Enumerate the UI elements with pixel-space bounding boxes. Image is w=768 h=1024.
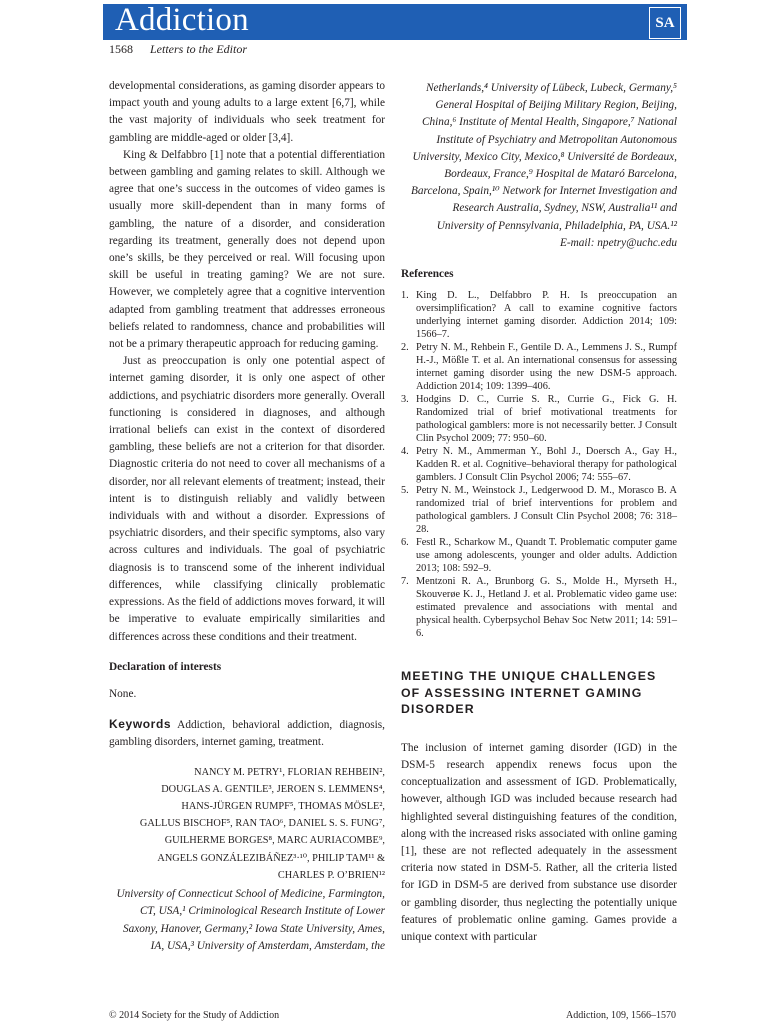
affiliation-line: China,⁶ Institute of Mental Health, Singapore,⁷ National bbox=[421, 116, 677, 129]
affiliation-line: University of Connecticut School of Medicine, Farmington, bbox=[116, 887, 385, 900]
affiliations-left bbox=[109, 886, 385, 956]
keywords-text: Addiction, behavioral addiction, diagnosis, gambling disorders, internet gaming, treatment. bbox=[109, 719, 385, 749]
author-line: DOUGLAS A. GENTILE³, JEROEN S. LEMMENS⁴, bbox=[161, 783, 385, 795]
affiliation-line: University, Mexico City, Mexico,⁸ Université de Bordeaux, bbox=[412, 150, 677, 163]
affiliations-right bbox=[401, 80, 677, 252]
reference-item: 2. Petry N. M., Rehbein F., Gentile D. A., Lemmens J. S., Rumpf H.-J., Mößle T. et al. An international consensus for assessing internet gaming disorder using the new DSM-5 approach. Addiction 2014; 109: 1399–406. bbox=[401, 342, 677, 393]
affiliation-line: Research Australia, Sydney, NSW, Australia¹¹ and bbox=[452, 202, 677, 215]
references-heading: References bbox=[401, 268, 454, 281]
running-header bbox=[109, 42, 247, 57]
affiliation-line: University of Pennsylvania, Philadelphia, PA, USA.¹² bbox=[436, 219, 677, 232]
affiliation-line: Saxony, Hanover, Germany,² Iowa State University, Ames, bbox=[122, 922, 385, 935]
footer-copyright: © 2014 Society for the Study of Addiction bbox=[109, 1010, 280, 1021]
reference-item: 6. Festl R., Scharkow M., Quandt T. Problematic computer game use among adolescents, younger and older adults. Addiction 2013; 108: 592–9. bbox=[401, 537, 677, 575]
affiliation-line: IA, USA,³ University of Amsterdam, Amsterdam, the bbox=[150, 940, 385, 953]
reference-item: 1. King D. L., Delfabbro P. H. Is preoccupation an oversimplification? A call to examine cognitive factors underlying internet gaming disorder. Addiction 2014; 109: 1566–7. bbox=[401, 290, 677, 341]
email-address[interactable]: E-mail: npetry@uchc.edu bbox=[559, 236, 677, 249]
affiliation-line: CT, USA,¹ Criminological Research Institute of Lower bbox=[139, 905, 385, 918]
page-number: 1568 bbox=[109, 42, 133, 56]
article-section-title: MEETING THE UNIQUE CHALLENGES OF ASSESSING INTERNET GAMING DISORDER bbox=[401, 669, 657, 717]
right-column bbox=[401, 80, 677, 946]
society-logo-icon: SA bbox=[649, 7, 681, 39]
author-line: ANGELS GONZÁLEZIBÁÑEZ³·¹⁰, PHILIP TAM¹¹ & bbox=[157, 852, 385, 864]
journal-title: Addiction bbox=[115, 2, 249, 38]
reference-item: 4. Petry N. M., Ammerman Y., Bohl J., Doersch A., Gay H., Kadden R. et al. Cognitive–behavioral therapy for pathological gamblers. J Consult Clin Psychol 2006; 74: 555–67. bbox=[401, 446, 677, 484]
paragraph-1: developmental considerations, as gaming disorder appears to impact youth and young adults to a large extent [6,7], while the vast majority of individuals who seek treatment for gambling are middle-aged or older [3,4]. bbox=[109, 80, 385, 144]
keywords bbox=[109, 716, 385, 751]
affiliation-line: Bordeaux, France,⁹ Hospital de Mataró Barcelona, bbox=[444, 168, 677, 181]
reference-item: 5. Petry N. M., Weinstock J., Ledgerwood D. M., Morasco B. A randomized trial of brief interventions for problem and pathological gamblers. J Consult Clin Psychol 2008; 76: 318–28. bbox=[401, 485, 677, 536]
affiliation-line: Barcelona, Spain,¹⁰ Network for Internet Investigation and bbox=[410, 185, 677, 198]
author-line: HANS-JÜRGEN RUMPF⁵, THOMAS MÖSLE², bbox=[181, 800, 385, 812]
keywords-label: Keywords bbox=[109, 717, 172, 732]
paragraph-2: King & Delfabbro [1] note that a potential differentiation between gambling and gaming relates to skill. Although we agree that one’s success in the outcomes of video games is usually more skill-dependent than in many forms of gambling, the nature of a disorder, and consideration regarding its treatment, generally does not depend upon one’s skills, be they perceived or real. Will focusing upon skill be useful in treating gaming? We are not sure. However, we completely agree that a cognitive intervention adapted from gambling treatment that addresses erroneous beliefs related to randomness, chance and probabilities will not be a primary therapeutic approach for reducing gaming. bbox=[109, 148, 385, 351]
section-name: Letters to the Editor bbox=[150, 42, 247, 56]
reference-item: 3. Hodgins D. C., Currie S. R., Currie G., Fick G. H. Randomized trial of brief motivational treatments for pathological gamblers: more is not necessarily better. J Consult Clin Psychol 2009; 77: 950–60. bbox=[401, 394, 677, 445]
author-line: GALLUS BISCHOF⁵, RAN TAO⁶, DANIEL S. S. FUNG⁷, bbox=[139, 818, 385, 830]
affiliation-line: Institute of Psychiatry and Metropolitan Autonomous bbox=[436, 133, 677, 146]
author-list bbox=[109, 764, 385, 884]
reference-item: 7. Mentzoni R. A., Brunborg G. S., Molde H., Myrseth H., Skouverøe K. J., Hetland J. et al. Problematic video game use: estimated prevalence and associations with mental and physical health. Cyberpsychol Behav Soc Netw 2011; 14: 591–6. bbox=[401, 576, 677, 640]
declaration-heading: Declaration of interests bbox=[109, 660, 222, 673]
author-line: GUILHERME BORGES⁸, MARC AURIACOMBE⁹, bbox=[164, 835, 385, 847]
left-column bbox=[109, 78, 385, 956]
author-line: CHARLES P. O’BRIEN¹² bbox=[277, 869, 385, 881]
journal-banner bbox=[103, 4, 687, 40]
reference-list bbox=[401, 289, 677, 640]
declaration-text: None. bbox=[109, 687, 137, 700]
article-body: The inclusion of internet gaming disorder (IGD) in the DSM-5 research appendix renews focus upon the conceptualization and assessment of IGD. Problematically, however, although IGD was included because research had highlighted several distinguishing features of the condition, along with the increased risks associated with online gaming [1], these are not reflected adequately in the assessment criteria now stated in DSM-5. Rather, all the criteria listed for IGD in DSM-5 are derived from substance use disorder or gambling disorder, thus neglecting the potentially unique features of problematic online gaming. Games provide a unique context with particular bbox=[401, 741, 677, 943]
affiliation-line: General Hospital of Beijing Military Region, Beijing, bbox=[435, 99, 677, 112]
paragraph-3: Just as preoccupation is only one potential aspect of internet gaming disorder, it is only one aspect of other addictions, and psychiatric disorders more generally. Overall functioning is considered in diagnoses, and although irrational beliefs can exist in the context of disordered gambling, these beliefs are not a criterion for that disorder. Diagnostic criteria do not need to cover all mechanisms of a disorder, nor all relevant elements of treatment; instead, their intent is to distinguish reliably and validly between individuals with and without a disorder. Expressions of psychiatric disorders, and their specific symptoms, also vary across cultures and individuals. The goal of psychiatric diagnosis is to transcend some of the inherent individual differences, while classifying clinically problematic expressions. As the field of addictions moves forward, it will be imperative to evaluate empirically similarities and differences across these conditions and their treatment. bbox=[109, 355, 385, 643]
author-line: NANCY M. PETRY¹, FLORIAN REHBEIN², bbox=[194, 766, 385, 778]
affiliation-line: Netherlands,⁴ University of Lübeck, Lubeck, Germany,⁵ bbox=[425, 82, 677, 94]
footer-citation: Addiction, 109, 1566–1570 bbox=[566, 1010, 676, 1021]
